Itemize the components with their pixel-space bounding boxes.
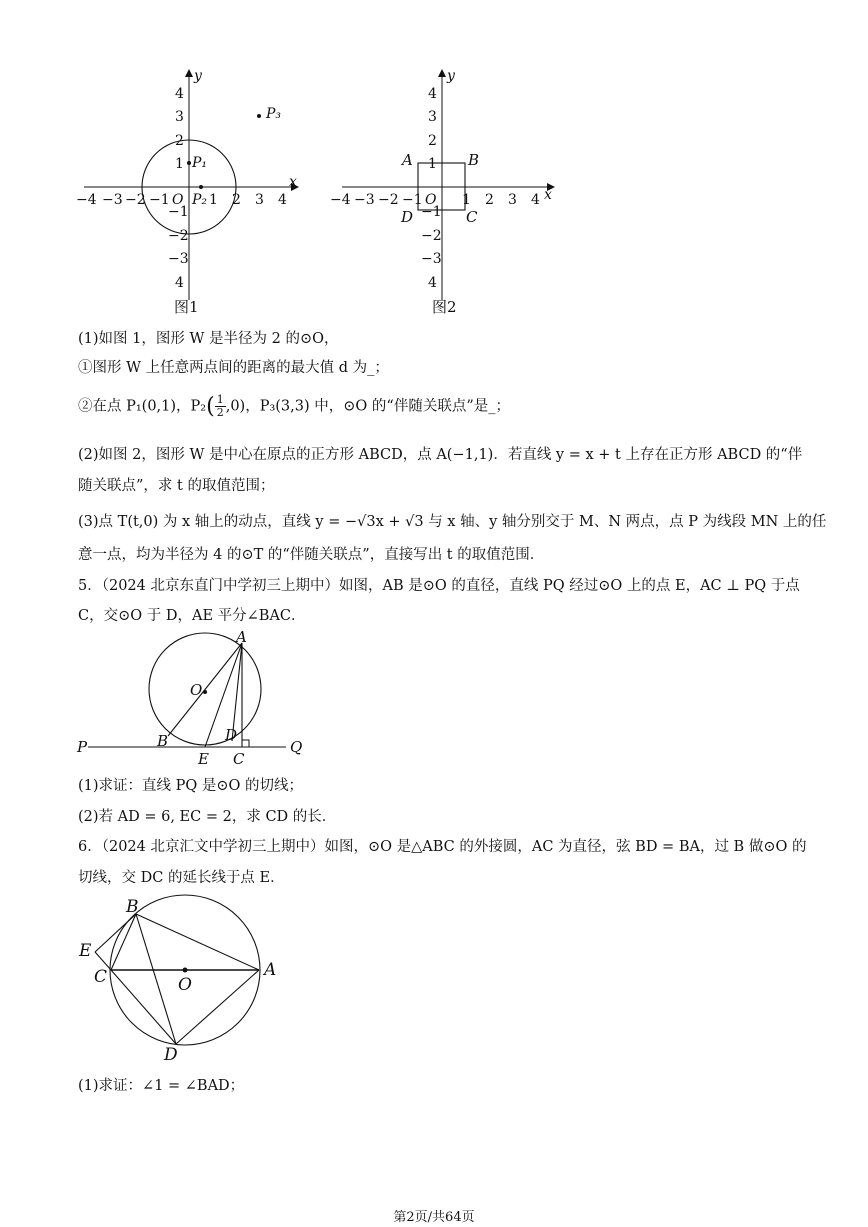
y-tick: 4 bbox=[428, 86, 437, 102]
y-tick: 4 bbox=[428, 275, 437, 291]
y-tick: 3 bbox=[428, 109, 437, 125]
y-tick: 1 bbox=[175, 156, 184, 172]
segment-bc bbox=[111, 914, 136, 970]
label-c: C bbox=[233, 750, 245, 768]
x-tick: 2 bbox=[485, 192, 494, 208]
q6-part1: (1)求证：∠1 = ∠BAD； bbox=[78, 1078, 245, 1094]
q5-stem-line1: 5．（2024 北京东直门中学初三上期中）如图，AB 是⊙O 的直径，直线 PQ 经过⊙O 上的点 E，AC ⊥ PQ 于点 bbox=[78, 578, 800, 594]
label-c: C bbox=[94, 967, 108, 987]
x-tick: −1 bbox=[149, 192, 170, 208]
x-tick: 1 bbox=[462, 192, 471, 208]
q4-part1a-text: ①图形 W 上任意两点间的距离的最大值 d 为_； bbox=[78, 360, 389, 376]
x-tick: −2 bbox=[125, 192, 146, 208]
p3-label: P₃ bbox=[266, 106, 282, 122]
figure-2-coordinate-square bbox=[328, 62, 568, 322]
center-point bbox=[183, 968, 188, 973]
vertex-a-label: A bbox=[402, 151, 413, 169]
x-tick: 4 bbox=[278, 192, 287, 208]
x-tick: −2 bbox=[378, 192, 399, 208]
vertex-b-label: B bbox=[468, 151, 480, 169]
label-q: Q bbox=[290, 738, 303, 756]
x-tick: −4 bbox=[76, 192, 97, 208]
y-tick: −2 bbox=[168, 228, 189, 244]
x-tick: 2 bbox=[232, 192, 241, 208]
q4-part1b-post: ,0)，P₃(3,3) 中，⊙O 的“伴随关联点”是_； bbox=[225, 398, 510, 415]
q4-part2-line1: (2)如图 2，图形 W 是中心在原点的正方形 ABCD，点 A(−1,1)．若直线 y = x + t 上存在正方形 ABCD 的“伴 bbox=[78, 447, 803, 463]
p2-label: P₂ bbox=[192, 192, 208, 208]
q6-stem-line1: 6．（2024 北京汇文中学初三上期中）如图，⊙O 是△ABC 的外接圆，AC 为直径，弦 BD = BA，过 B 做⊙O 的 bbox=[78, 839, 807, 855]
p1-label: P₁ bbox=[192, 155, 208, 171]
label-b: B bbox=[126, 897, 139, 917]
q5-part1: (1)求证：直线 PQ 是⊙O 的切线； bbox=[78, 778, 304, 794]
figure-1-coordinate-circle bbox=[70, 62, 310, 322]
vertex-c-label: C bbox=[466, 208, 478, 226]
x-tick: −4 bbox=[330, 192, 351, 208]
figure-1-caption: 图1 bbox=[174, 298, 199, 316]
point-p3 bbox=[257, 114, 261, 118]
q4-part3-line2: 意一点，均为半径为 4 的⊙T 的“伴随关联点”，直接写出 t 的取值范围． bbox=[78, 547, 545, 563]
y-tick: 1 bbox=[428, 156, 437, 172]
center-point bbox=[203, 690, 207, 694]
y-tick: −1 bbox=[168, 204, 189, 220]
y-tick: −3 bbox=[168, 251, 189, 267]
origin-label: O bbox=[172, 192, 184, 208]
segment-ab bbox=[168, 643, 242, 736]
figure-6-circumcircle bbox=[74, 892, 294, 1064]
q4-part2-line2: 随关联点”，求 t 的取值范围； bbox=[78, 478, 275, 494]
x-tick: 4 bbox=[531, 192, 540, 208]
q4-part1-text: (1)如图 1，图形 W 是半径为 2 的⊙O， bbox=[78, 331, 339, 347]
y-tick: 2 bbox=[428, 133, 437, 149]
x-tick: 3 bbox=[255, 192, 264, 208]
right-angle-mark bbox=[242, 740, 249, 747]
q5-stem-line2: C，交⊙O 于 D，AE 平分∠BAC． bbox=[78, 608, 306, 624]
q4-part1b-pre: ②在点 P₁(0,1)，P₂ bbox=[78, 398, 207, 415]
y-tick: −3 bbox=[421, 251, 442, 267]
figure-2-caption: 图2 bbox=[432, 298, 457, 316]
label-o: O bbox=[178, 975, 192, 995]
y-tick: 4 bbox=[175, 86, 184, 102]
fraction-one-half: $\frac{1}{2}$ bbox=[216, 393, 224, 419]
point-p2 bbox=[199, 185, 203, 189]
vertex-d-label: D bbox=[401, 208, 414, 226]
label-d: D bbox=[164, 1045, 178, 1064]
label-o: O bbox=[190, 681, 203, 699]
label-e: E bbox=[198, 750, 209, 768]
segment-bd bbox=[136, 914, 176, 1044]
x-tick: −3 bbox=[102, 192, 123, 208]
label-b: B bbox=[157, 732, 169, 750]
x-axis-label: x bbox=[289, 174, 297, 190]
x-tick: −3 bbox=[354, 192, 375, 208]
label-d: D bbox=[225, 726, 238, 744]
x-axis-label: x bbox=[544, 187, 552, 203]
segment-ba bbox=[136, 914, 259, 970]
y-tick: 4 bbox=[175, 275, 184, 291]
q4-part1b-text: ②在点 P₁(0,1)，P₂( $\frac{1}{2}$ ,0)，P₃(3,3) 中，⊙O 的“伴随关联点”是_； bbox=[78, 393, 510, 419]
x-tick: 1 bbox=[209, 192, 218, 208]
label-a: A bbox=[236, 630, 247, 646]
y-tick: −2 bbox=[421, 228, 442, 244]
x-tick: −1 bbox=[402, 192, 423, 208]
y-axis-label: y bbox=[194, 68, 202, 84]
label-a: A bbox=[264, 960, 277, 980]
q6-stem-line2: 切线，交 DC 的延长线于点 E． bbox=[78, 870, 285, 886]
point-p1 bbox=[187, 161, 191, 165]
figure-5-tangent-line bbox=[74, 630, 314, 774]
q4-part3-line1: (3)点 T(t,0) 为 x 轴上的动点，直线 y = −√3x + √3 与 x 轴、y 轴分别交于 M、N 两点，点 P 为线段 MN 上的任 bbox=[78, 514, 827, 530]
label-e: E bbox=[79, 941, 92, 961]
y-axis-label: y bbox=[447, 68, 455, 84]
page-footer: 第2页/共64页 bbox=[393, 1210, 475, 1225]
y-tick: 3 bbox=[175, 109, 184, 125]
q5-part2: (2)若 AD = 6, EC = 2，求 CD 的长． bbox=[78, 809, 337, 825]
tangent-be bbox=[95, 914, 136, 952]
label-p: P bbox=[77, 738, 88, 756]
y-tick: 2 bbox=[175, 133, 184, 149]
y-tick: −1 bbox=[421, 204, 442, 220]
origin-label: O bbox=[425, 192, 437, 208]
x-tick: 3 bbox=[508, 192, 517, 208]
